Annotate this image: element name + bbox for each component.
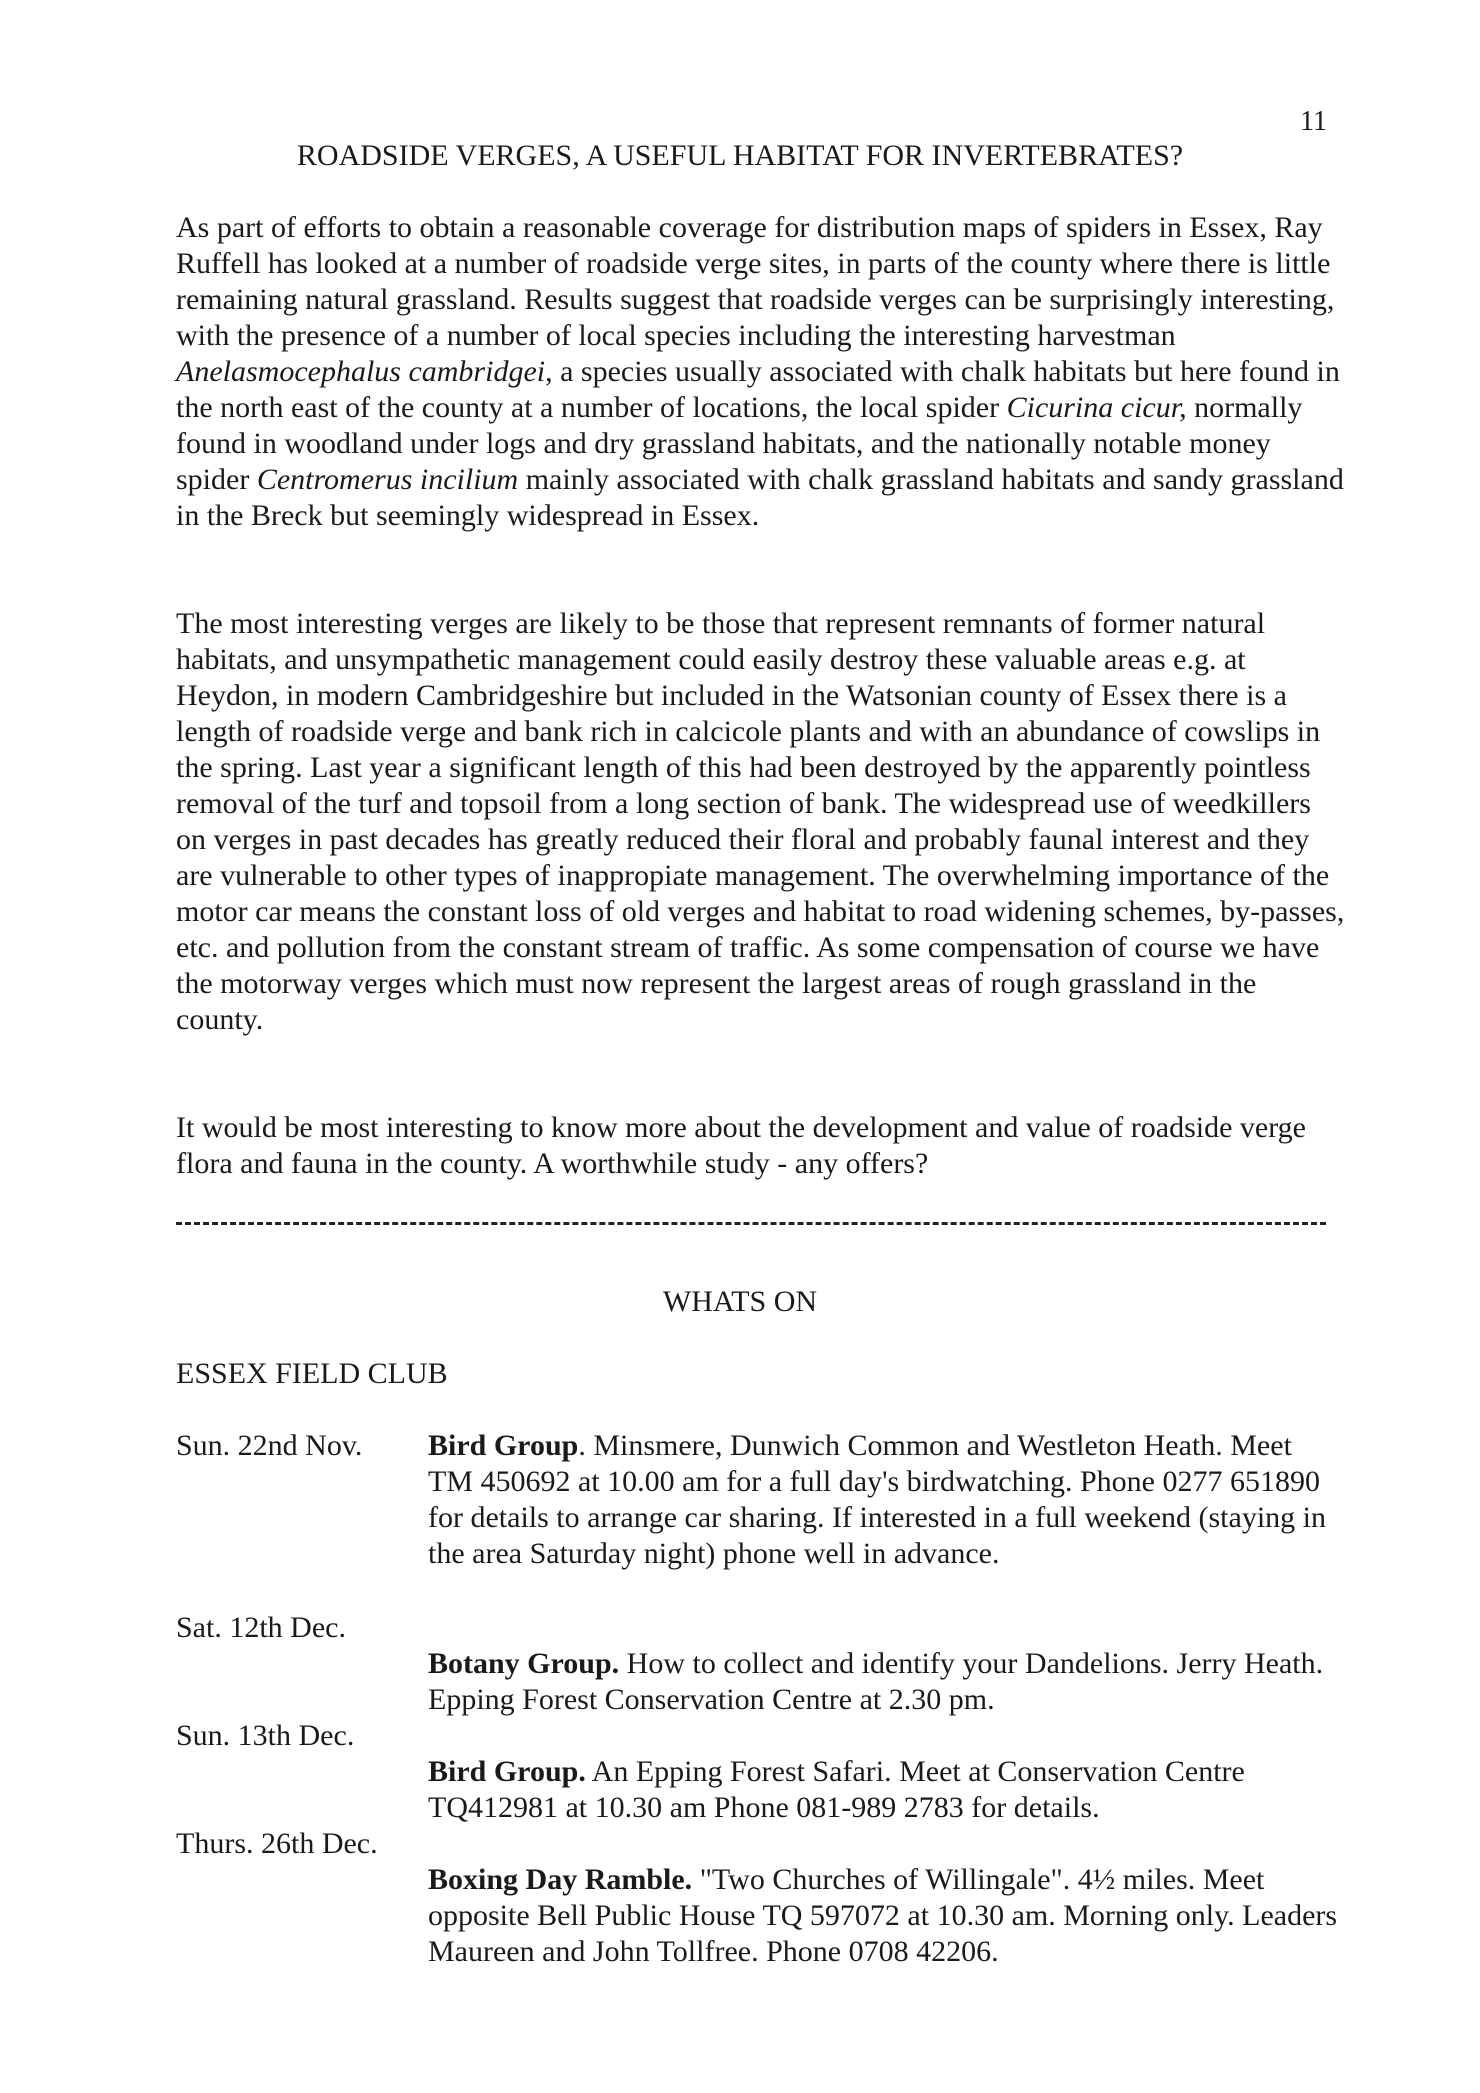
event-heading: Boxing Day Ramble.: [428, 1863, 693, 1896]
species-name: Centromerus incilium: [256, 463, 519, 496]
event-heading: Botany Group.: [428, 1647, 620, 1680]
article-paragraph-2: The most interesting verges are likely to be those that represent remnants of former natural habitats, and unsympathetic management could easily destroy these valuable areas e.g. at Heydon, in modern Cambridgeshire but included in the Watsonian county of Essex there is a length of roadside verge and bank rich in calcicole plants and with an abundance of cowslips in the spring. Last year a significant length of this had been destroyed by the apparently pointless removal of the turf and topsoil from a long section of bank. The widespread use of weedkillers on verges in past decades has greatly reduced their floral and probably faunal interest and they are vulnerable to other types of inappropiate management. The overwhelming importance of the motor car means the constant loss of old verges and habitat to road widening schemes, by-passes, etc. and pollution from the constant stream of traffic. As some compensation of course we have the motorway verges which must now represent the largest areas of rough grassland in the county.: [176, 607, 1345, 1036]
event-date: Thurs. 26th Dec.: [176, 1827, 378, 1860]
page-number: 11: [1300, 106, 1327, 137]
event-date: Sun. 13th Dec.: [176, 1719, 355, 1752]
event-date: Sun. 22nd Nov.: [176, 1429, 363, 1462]
dashed-divider: [176, 1222, 1326, 1225]
article-paragraph-1: As part of efforts to obtain a reasonable coverage for distribution maps of spiders in Essex, Ray Ruffell has looked at a number of roadside verge sites, in parts of the county where there is little remaining natural grassland. Results suggest that roadside verges can be surprisingly interesting, with the presence of a number of local species including the interesting harvestman Anelasmocephalus cambridgei, a species usually associated with chalk habitats but here found in the north east of the county at a number of locations, the local spider Cicurina cicur, normally found in woodland under logs and dry grassland habitats, and the nationally notable money spider Centromerus incilium mainly associated with chalk grassland habitats and sandy grassland in the Breck but seemingly widespread in Essex.: [176, 211, 1344, 532]
section-title: WHATS ON: [662, 1285, 818, 1318]
article-paragraph-3: It would be most interesting to know more about the development and value of roadside verge flora and fauna in the county. A worthwhile study - any offers?: [176, 1111, 1306, 1180]
event-description: Boxing Day Ramble. "Two Churches of Willingale". 4½ miles. Meet opposite Bell Public House TQ 597072 at 10.30 am. Morning only. Leaders Maureen and John Tollfree. Phone 0708 42206.: [428, 1863, 1338, 1968]
event-description: Botany Group. How to collect and identify your Dandelions. Jerry Heath. Epping Forest Conservation Centre at 2.30 pm.: [428, 1647, 1324, 1716]
event-date: Sat. 12th Dec.: [176, 1611, 346, 1644]
event-heading: Bird Group.: [428, 1755, 586, 1788]
event-heading: Bird Group: [428, 1429, 579, 1462]
species-name: Cicurina cicur,: [1006, 391, 1187, 424]
species-name: Anelasmocephalus cambridgei: [176, 355, 546, 388]
article-title: ROADSIDE VERGES, A USEFUL HABITAT FOR INVERTEBRATES?: [296, 139, 1184, 172]
event-description: Bird Group. An Epping Forest Safari. Meet at Conservation Centre TQ412981 at 10.30 am Phone 081-989 2783 for details.: [428, 1755, 1245, 1824]
event-description: Bird Group. Minsmere, Dunwich Common and Westleton Heath. Meet TM 450692 at 10.00 am for a full day's birdwatching. Phone 0277 651890 for details to arrange car sharing. If interested in a full weekend (staying in the area Saturday night) phone well in advance.: [428, 1429, 1326, 1570]
club-name: ESSEX FIELD CLUB: [176, 1357, 448, 1390]
